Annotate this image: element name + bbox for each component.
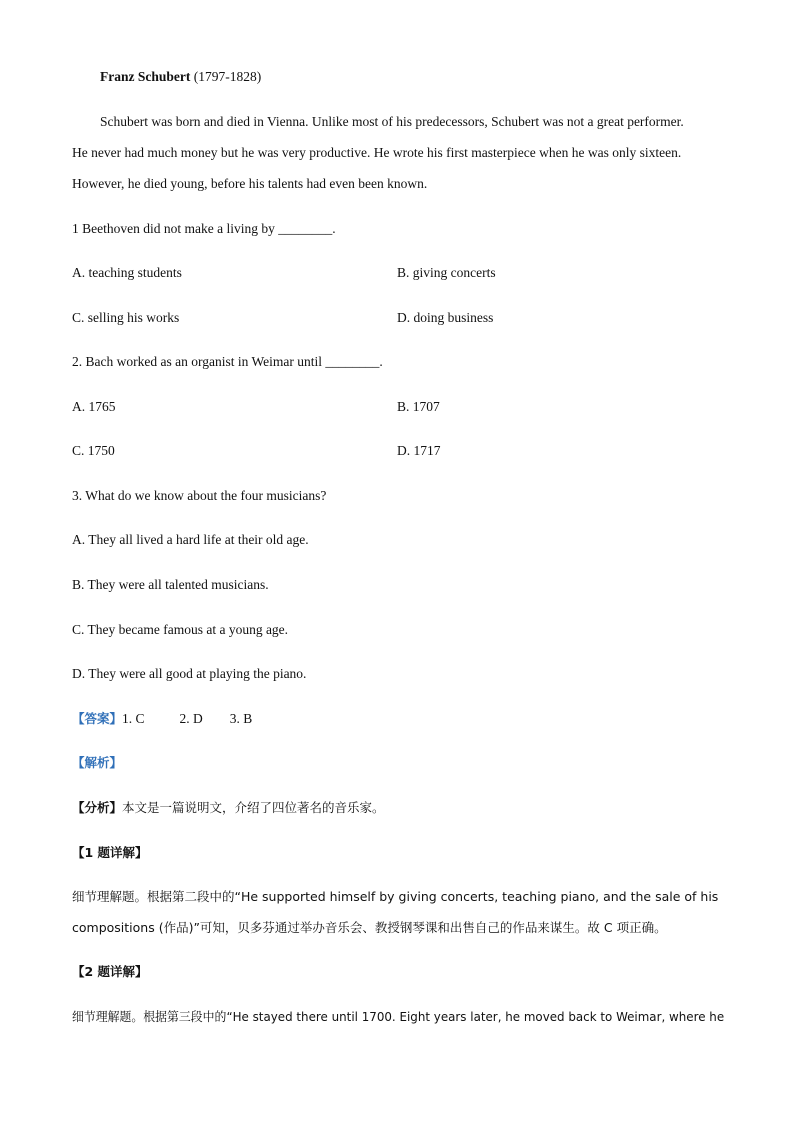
question-stem: 3. What do we know about the four musicians?: [72, 488, 327, 503]
detail-line: compositions (作品)”可知，贝多芬通过举办音乐会、教授钢琴课和出售自己的作品来谋生。故 C 项正确。: [72, 920, 667, 935]
answer-label: 【答案】: [72, 711, 123, 726]
answer-row: [72, 711, 252, 727]
passage-line: However, he died young, before his talents had even been known.: [72, 176, 428, 191]
question-stem: 1 Beethoven did not make a living by ________.: [72, 221, 336, 236]
option: C. 1750: [72, 443, 115, 458]
option: B. giving concerts: [397, 265, 496, 280]
option: B. 1707: [397, 399, 440, 414]
analysis-summary: [72, 800, 385, 816]
option: A. They all lived a hard life at their old age.: [72, 532, 309, 547]
passage-line: He never had much money but he was very productive. He wrote his first masterpiece when he was only sixteen.: [72, 145, 682, 160]
heading-name: Franz Schubert: [100, 69, 191, 84]
detail-heading: 【2 题详解】: [72, 964, 148, 979]
analysis-summary-text: 本文是一篇说明文，介绍了四位著名的音乐家。: [122, 800, 385, 815]
option: C. They became famous at a young age.: [72, 622, 289, 637]
option: D. They were all good at playing the piano.: [72, 666, 307, 681]
analysis-label: 【解析】: [72, 755, 123, 770]
question-stem: 2. Bach worked as an organist in Weimar until ________.: [72, 354, 383, 369]
heading-years: (1797-1828): [190, 69, 262, 84]
detail-heading: 【1 题详解】: [72, 845, 148, 860]
option: A. teaching students: [72, 265, 182, 280]
answer-item: 1. C: [122, 711, 145, 726]
passage-line: Schubert was born and died in Vienna. Unlike most of his predecessors, Schubert was not a great performer.: [100, 114, 684, 129]
option: B. They were all talented musicians.: [72, 577, 269, 592]
option: A. 1765: [72, 399, 116, 414]
option: D. 1717: [397, 443, 441, 458]
section-heading: [100, 69, 261, 85]
analysis-summary-label: 【分析】: [72, 800, 123, 815]
answer-item: 3. B: [229, 711, 253, 726]
answer-item: 2. D: [179, 711, 203, 726]
detail-line: 细节理解题。根据第三段中的“He stayed there until 1700. Eight years later, he moved back to Weimar, where he: [72, 1009, 725, 1024]
option: C. selling his works: [72, 310, 180, 325]
option: D. doing business: [397, 310, 494, 325]
detail-line: 细节理解题。根据第二段中的“He supported himself by giving concerts, teaching piano, and the sale of his: [72, 889, 719, 904]
